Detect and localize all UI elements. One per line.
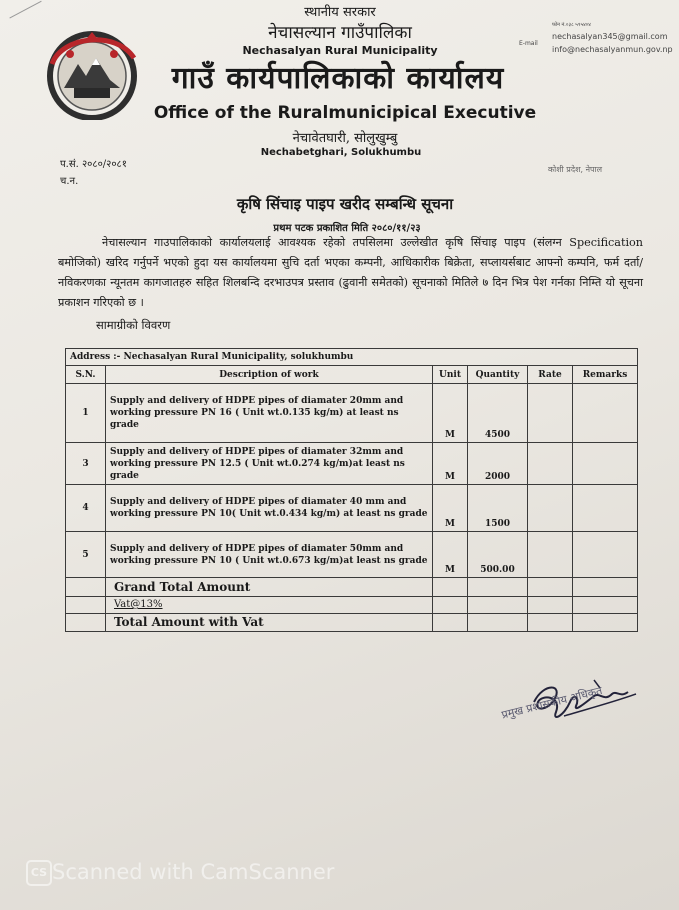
office-title-np: गाउँ कार्यपालिकाको कार्यालय xyxy=(171,61,505,96)
header-rate: Rate xyxy=(528,366,573,384)
row-description: Supply and delivery of HDPE pipes of diamater 32mm and working pressure PN 12.5 ( Unit wt.0.274 kg/m)at least ns grade xyxy=(106,442,433,484)
row-rate xyxy=(528,531,573,577)
contact-phone: फोन नं.०३८ ५९५४०४ xyxy=(552,22,591,28)
table-address: Address :- Nechasalyan Rural Municipality, solukhumbu xyxy=(66,349,638,366)
reference-number: प.सं. २०८०/२०८१ xyxy=(60,159,127,170)
row-sn: 4 xyxy=(66,485,106,531)
address-np: नेचावेतघारी, सोलुखुम्बु xyxy=(292,131,398,146)
municipality-name-en: Nechasalyan Rural Municipality xyxy=(242,44,438,57)
row-remarks xyxy=(573,485,638,531)
header-unit: Unit xyxy=(433,366,468,384)
header-sn: S.N. xyxy=(66,366,106,384)
row-unit: M xyxy=(433,485,468,531)
scanner-watermark: Scanned with CamScanner xyxy=(52,860,335,884)
row-unit: M xyxy=(433,384,468,443)
row-quantity: 1500 xyxy=(468,485,528,531)
vat-label: Vat@13% xyxy=(106,596,433,613)
header-quantity: Quantity xyxy=(468,366,528,384)
signatory-title: प्रमुख प्रशासकीय अधिकृत xyxy=(500,683,604,722)
materials-heading: सामाग्रीको विवरण xyxy=(96,318,171,332)
publication-date: प्रथम पटक प्रकाशित मिति २०८०/११/२३ xyxy=(273,223,421,234)
row-rate xyxy=(528,442,573,484)
table-row xyxy=(66,384,638,443)
office-title-en: Office of the Ruralmunicipical Executive xyxy=(153,103,537,123)
grand-total-label: Grand Total Amount xyxy=(106,578,433,596)
contact-email-primary: nechasalyan345@gmail.com xyxy=(552,32,668,41)
row-sn: 1 xyxy=(66,384,106,443)
row-description: Supply and delivery of HDPE pipes of diamater 20mm and working pressure PN 16 ( Unit wt.0.135 kg/m) at least ns grade xyxy=(106,384,433,443)
header-remarks: Remarks xyxy=(573,366,638,384)
row-rate xyxy=(528,384,573,443)
row-description: Supply and delivery of HDPE pipes of diamater 50mm and working pressure PN 10 ( Unit wt.0.673 kg/m)at least ns grade xyxy=(106,531,433,577)
dispatch-number: च.न. xyxy=(60,176,79,187)
row-unit: M xyxy=(433,531,468,577)
grand-total-row xyxy=(66,578,638,596)
total-with-vat-label: Total Amount with Vat xyxy=(106,613,433,631)
province-label: कोशी प्रदेश, नेपाल xyxy=(548,165,603,174)
row-unit: M xyxy=(433,442,468,484)
municipality-name-np: नेचासल्यान गाउँपालिका xyxy=(268,23,412,43)
materials-table xyxy=(65,348,638,632)
table-row xyxy=(66,485,638,531)
row-quantity: 2000 xyxy=(468,442,528,484)
total-with-vat-row xyxy=(66,613,638,631)
nepal-emblem-logo xyxy=(44,28,140,120)
table-row xyxy=(66,442,638,484)
address-en: Nechabetghari, Solukhumbu xyxy=(260,147,422,158)
row-remarks xyxy=(573,531,638,577)
table-row xyxy=(66,531,638,577)
table-address-row xyxy=(66,349,638,366)
row-sn: 5 xyxy=(66,531,106,577)
row-description: Supply and delivery of HDPE pipes of diamater 40 mm and working pressure PN 10( Unit wt.0.434 kg/m) at least ns grade xyxy=(106,485,433,531)
camscanner-icon: CS xyxy=(26,860,52,886)
folded-corner xyxy=(0,0,42,19)
row-sn: 3 xyxy=(66,442,106,484)
email-label: E-mail xyxy=(519,40,538,47)
table-header-row xyxy=(66,366,638,384)
header-description: Description of work xyxy=(106,366,433,384)
row-quantity: 500.00 xyxy=(468,531,528,577)
government-heading: स्थानीय सरकार xyxy=(304,5,376,20)
row-remarks xyxy=(573,384,638,443)
contact-email-info: info@nechasalyanmun.gov.np xyxy=(552,45,673,54)
row-quantity: 4500 xyxy=(468,384,528,443)
vat-row xyxy=(66,596,638,613)
notice-body: नेचासल्यान गाउपालिकाको कार्यालयलाई आवश्यक रहेको तपसिलमा उल्लेखीत कृषि सिंचाइ पाइप (संलग्न Specification बमोजिको) खरिद गर्नुपर्ने भएको हुदा यस कार्यालयमा सुचि दर्ता भएका कम्पनी, आधिकारीक बिक्रेता, सप्लायर्सबाट आफ्नो कम्पनि, फर्म दर्ता/नविकरणका न्यूनतम कागजातहरु सहित शिलबन्दि दरभाउपत्र प्रस्ताव (ढुवानी समेतको) सूचनाको मितिले ७ दिन भित्र पेश गर्नका निम्ति यो सूचना प्रकाशन गरिएको छ । xyxy=(58,236,643,309)
row-remarks xyxy=(573,442,638,484)
row-rate xyxy=(528,485,573,531)
notice-title: कृषि सिंचाइ पाइप खरीद सम्बन्धि सूचना xyxy=(236,195,454,213)
